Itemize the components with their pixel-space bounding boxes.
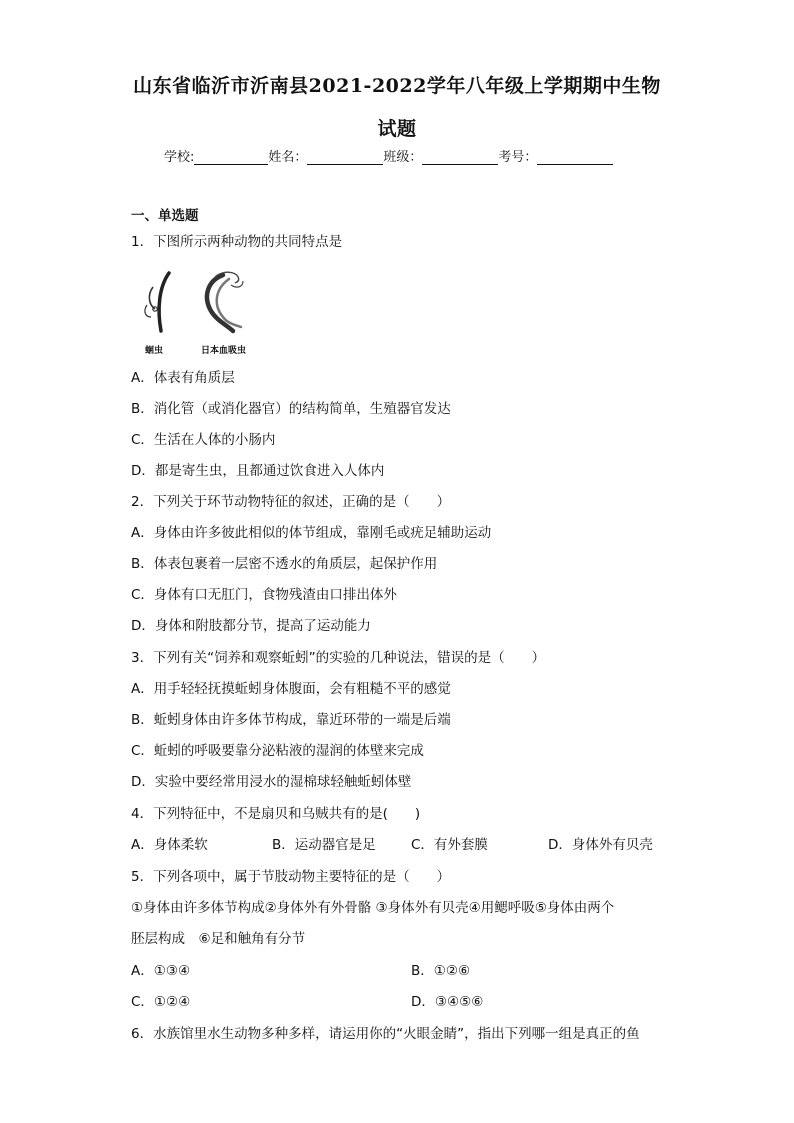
school-label: 学校: <box>164 150 195 165</box>
name-blank <box>307 150 383 165</box>
q4-stem: 4．下列特征中，不是扇贝和乌贼共有的是( ) <box>131 806 421 822</box>
q1-stem: 1．下图所示两种动物的共同特点是 <box>131 234 343 250</box>
q4-option-d: D．身体外有贝壳 <box>548 837 653 853</box>
class-label: 班级： <box>383 150 423 165</box>
q1-option-d: D．都是寄生虫，且都通过饮食进入人体内 <box>131 463 385 479</box>
q1-option-b: B．消化管（或消化器官）的结构简单，生殖器官发达 <box>131 401 451 417</box>
q3-option-c: C．蚯蚓的呼吸要靠分泌粘液的湿润的体壁来完成 <box>131 743 424 759</box>
q2-option-d: D．身体和附肢都分节，提高了运动能力 <box>131 618 371 634</box>
q5-option-a: A．①③④ <box>131 963 191 979</box>
q5-option-d: D．③④⑤⑥ <box>411 994 484 1010</box>
class-blank <box>422 150 498 165</box>
exam-no-label: 考号： <box>498 150 538 165</box>
name-label: 姓名： <box>268 150 308 165</box>
q3-stem: 3．下列有关“饲养和观察蚯蚓”的实验的几种说法，错误的是（ ） <box>131 650 546 666</box>
document-title-line1: 山东省临沂市沂南县2021-2022学年八年级上学期期中生物 <box>133 75 661 97</box>
q2-option-a: A．身体由许多彼此相似的体节组成，靠刚毛或疣足辅助运动 <box>131 525 492 541</box>
q3-option-b: B．蚯蚓身体由许多体节构成，靠近环带的一端是后端 <box>131 712 451 728</box>
q6-stem: 6．水族馆里水生动物多种多样，请运用你的“火眼金睛”，指出下列哪一组是真正的鱼 <box>131 1026 640 1042</box>
q4-option-c: C．有外套膜 <box>411 837 488 853</box>
q3-option-d: D．实验中要经常用浸水的湿棉球轻触蚯蚓体壁 <box>131 774 412 790</box>
roundworm-caption: 蛔虫 <box>145 346 164 356</box>
blood-fluke-caption: 日本血吸虫 <box>201 346 247 356</box>
section-title: 一、单选题 <box>131 208 199 224</box>
q2-option-c: C．身体有口无肛门，食物残渣由口排出体外 <box>131 587 397 603</box>
q2-stem: 2．下列关于环节动物特征的叙述，正确的是（ ） <box>131 494 451 510</box>
school-blank <box>194 150 268 165</box>
q2-option-b: B．体表包裹着一层密不透水的角质层，起保护作用 <box>131 556 438 572</box>
worms-illustration <box>131 265 253 343</box>
exam-no-blank <box>537 150 613 165</box>
q4-option-a: A．身体柔软 <box>131 837 208 853</box>
q5-items-line2: 胚层构成 ⑥足和触角有分节 <box>131 931 306 947</box>
q1-option-c: C．生活在人体的小肠内 <box>131 432 276 448</box>
q1-option-a: A．体表有角质层 <box>131 370 235 386</box>
q5-items-line1: ①身体由许多体节构成②身体外有外骨骼 ③身体外有贝壳④用鳃呼吸⑤身体由两个 <box>131 900 615 916</box>
student-info-row <box>164 146 613 165</box>
q3-option-a: A．用手轻轻抚摸蚯蚓身体腹面，会有粗糙不平的感觉 <box>131 681 451 697</box>
q4-option-b: B．运动器官是足 <box>272 837 376 853</box>
q5-option-b: B．①②⑥ <box>411 963 471 979</box>
q5-stem: 5．下列各项中，属于节肢动物主要特征的是（ ） <box>131 869 451 885</box>
q1-figure <box>131 265 253 357</box>
q5-option-c: C．①②④ <box>131 994 191 1010</box>
document-title-line2: 试题 <box>377 118 417 140</box>
